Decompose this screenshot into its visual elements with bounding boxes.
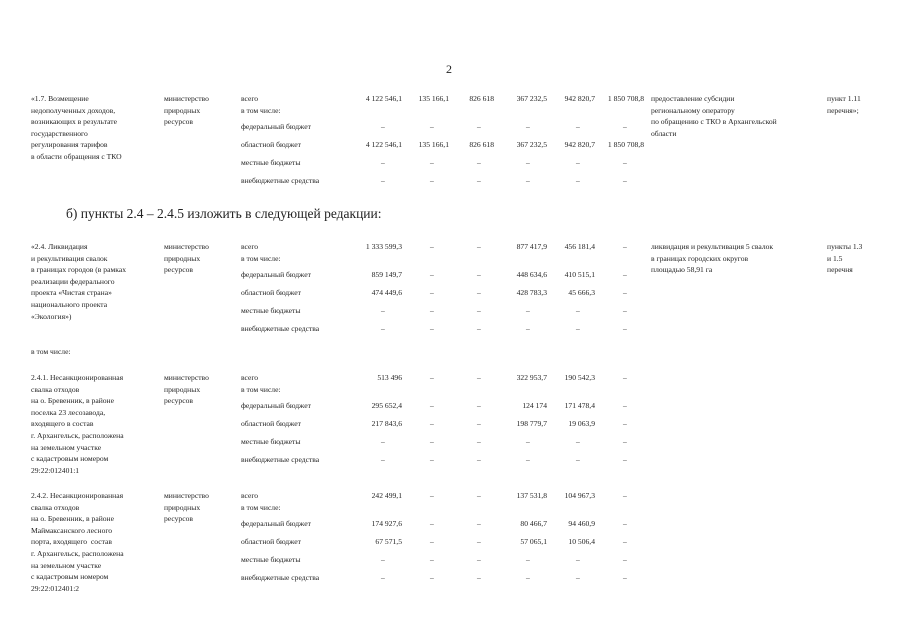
value-cell: –: [623, 519, 627, 528]
value-cell: –: [430, 555, 434, 564]
value-cell: 448 634,6: [516, 270, 547, 279]
value-cell: –: [576, 122, 580, 131]
value-cell: –: [477, 158, 481, 167]
item-name: «1.7. Возмещение недополученных доходов, возникающих в результате государственного регулирования тарифов в области обращения с ТКО: [31, 94, 122, 161]
budget-row-label: всего в том числе:: [241, 94, 281, 115]
value-cell: –: [477, 537, 481, 546]
value-cell: –: [576, 158, 580, 167]
value-cell: 410 515,1: [564, 270, 595, 279]
value-cell: –: [381, 437, 385, 446]
value-cell: –: [623, 373, 627, 382]
value-cell: 474 449,6: [371, 288, 402, 297]
value-cell: –: [430, 419, 434, 428]
value-cell: –: [477, 242, 481, 251]
budget-row-label: федеральный бюджет: [241, 401, 311, 410]
value-cell: 94 460,9: [568, 519, 595, 528]
value-cell: –: [623, 491, 627, 500]
value-cell: –: [623, 401, 627, 410]
value-cell: 942 820,7: [564, 140, 595, 149]
value-cell: –: [477, 491, 481, 500]
value-cell: –: [381, 122, 385, 131]
value-cell: –: [477, 373, 481, 382]
budget-row-label: местные бюджеты: [241, 555, 301, 564]
value-cell: –: [623, 437, 627, 446]
value-cell: 513 496: [377, 373, 402, 382]
value-cell: 942 820,7: [564, 94, 595, 103]
value-cell: –: [381, 176, 385, 185]
value-cell: 137 531,8: [516, 491, 547, 500]
budget-row-label: внебюджетные средства: [241, 573, 320, 582]
value-cell: 174 927,6: [371, 519, 402, 528]
value-cell: –: [576, 324, 580, 333]
value-cell: –: [526, 306, 530, 315]
value-cell: –: [623, 122, 627, 131]
value-cell: 135 166,1: [418, 94, 449, 103]
item-executor: министерство природных ресурсов: [164, 94, 209, 127]
value-cell: –: [623, 306, 627, 315]
value-cell: –: [477, 555, 481, 564]
value-cell: –: [430, 537, 434, 546]
value-cell: –: [430, 573, 434, 582]
item-name: 2.4.2. Несанкционированная свалка отходов на о. Бревенник, в районе Маймаксанского лесного порта, входящего состав г. Архангельск, расположена на земельном участке с кадастровым номером 29:22:012401:2: [31, 491, 124, 593]
value-cell: –: [477, 176, 481, 185]
item-link: пункт 1.11 перечня»;: [827, 94, 861, 115]
budget-row-label: всего в том числе:: [241, 242, 281, 263]
budget-row-label: областной бюджет: [241, 419, 301, 428]
value-cell: 4 122 546,1: [365, 94, 402, 103]
value-cell: –: [381, 555, 385, 564]
value-cell: –: [623, 455, 627, 464]
value-cell: –: [381, 573, 385, 582]
value-cell: –: [477, 419, 481, 428]
item-name: 2.4.1. Несанкционированная свалка отходов на о. Бревенник, в районе поселка 23 лесозавода, входящего в состав г. Архангельск, расположена на земельном участке с кадастровым номером 29:22:012401:1: [31, 373, 124, 475]
value-cell: –: [430, 519, 434, 528]
value-cell: –: [477, 519, 481, 528]
value-cell: –: [477, 401, 481, 410]
value-cell: –: [477, 122, 481, 131]
value-cell: 217 843,6: [371, 419, 402, 428]
item-executor: министерство природных ресурсов: [164, 373, 209, 406]
value-cell: 826 618: [469, 140, 494, 149]
value-cell: 826 618: [469, 94, 494, 103]
value-cell: –: [477, 324, 481, 333]
value-cell: –: [623, 537, 627, 546]
value-cell: –: [623, 419, 627, 428]
value-cell: –: [623, 573, 627, 582]
value-cell: 57 065,1: [520, 537, 547, 546]
value-cell: –: [430, 401, 434, 410]
budget-row-label: внебюджетные средства: [241, 176, 320, 185]
subitems-intro: в том числе:: [31, 347, 71, 356]
value-cell: 295 652,4: [371, 401, 402, 410]
value-cell: –: [477, 306, 481, 315]
value-cell: –: [576, 573, 580, 582]
value-cell: –: [381, 455, 385, 464]
budget-row-label: всего в том числе:: [241, 491, 281, 512]
item-executor: министерство природных ресурсов: [164, 242, 209, 275]
value-cell: –: [623, 176, 627, 185]
value-cell: –: [477, 270, 481, 279]
value-cell: –: [526, 176, 530, 185]
item-link: пункты 1.3 и 1.5 перечня: [827, 242, 863, 275]
value-cell: 135 166,1: [418, 140, 449, 149]
value-cell: 124 174: [522, 401, 547, 410]
budget-row-label: областной бюджет: [241, 140, 301, 149]
value-cell: –: [526, 158, 530, 167]
value-cell: –: [477, 573, 481, 582]
value-cell: –: [623, 324, 627, 333]
value-cell: –: [381, 306, 385, 315]
budget-row-label: федеральный бюджет: [241, 270, 311, 279]
value-cell: –: [623, 555, 627, 564]
budget-row-label: федеральный бюджет: [241, 519, 311, 528]
value-cell: –: [623, 288, 627, 297]
value-cell: 877 417,9: [516, 242, 547, 251]
value-cell: 1 850 708,8: [607, 140, 644, 149]
value-cell: –: [477, 437, 481, 446]
value-cell: –: [430, 158, 434, 167]
value-cell: –: [430, 306, 434, 315]
item-result: предоставление субсидии региональному оператору по обращению с ТКО в Архангельской области: [651, 94, 777, 138]
value-cell: –: [576, 455, 580, 464]
value-cell: –: [576, 176, 580, 185]
value-cell: 104 967,3: [564, 491, 595, 500]
value-cell: –: [526, 437, 530, 446]
value-cell: –: [430, 324, 434, 333]
value-cell: –: [430, 270, 434, 279]
value-cell: –: [430, 242, 434, 251]
budget-row-label: внебюджетные средства: [241, 324, 320, 333]
budget-row-label: федеральный бюджет: [241, 122, 311, 131]
value-cell: 367 232,5: [516, 140, 547, 149]
value-cell: –: [623, 242, 627, 251]
value-cell: –: [576, 555, 580, 564]
value-cell: –: [381, 324, 385, 333]
value-cell: –: [623, 158, 627, 167]
value-cell: –: [430, 455, 434, 464]
budget-row-label: областной бюджет: [241, 537, 301, 546]
value-cell: 367 232,5: [516, 94, 547, 103]
value-cell: 190 542,3: [564, 373, 595, 382]
value-cell: –: [430, 122, 434, 131]
value-cell: –: [623, 270, 627, 279]
value-cell: –: [381, 158, 385, 167]
budget-row-label: местные бюджеты: [241, 158, 301, 167]
value-cell: –: [526, 122, 530, 131]
value-cell: –: [477, 288, 481, 297]
value-cell: 19 063,9: [568, 419, 595, 428]
value-cell: –: [576, 306, 580, 315]
value-cell: 4 122 546,1: [365, 140, 402, 149]
value-cell: 10 506,4: [568, 537, 595, 546]
budget-row-label: местные бюджеты: [241, 306, 301, 315]
page-number: 2: [446, 62, 452, 76]
value-cell: –: [430, 373, 434, 382]
value-cell: –: [430, 288, 434, 297]
value-cell: –: [576, 437, 580, 446]
value-cell: 198 779,7: [516, 419, 547, 428]
value-cell: –: [430, 437, 434, 446]
item-name: «2.4. Ликвидация и рекультивация свалок в границах городов (в рамках реализации федерального проекта «Чистая страна» национального проекта «Экология»): [31, 242, 126, 321]
value-cell: 428 783,3: [516, 288, 547, 297]
value-cell: 322 953,7: [516, 373, 547, 382]
budget-row-label: областной бюджет: [241, 288, 301, 297]
value-cell: 80 466,7: [520, 519, 547, 528]
value-cell: 1 333 599,3: [365, 242, 402, 251]
item-executor: министерство природных ресурсов: [164, 491, 209, 524]
value-cell: 456 181,4: [564, 242, 595, 251]
value-cell: 45 666,3: [568, 288, 595, 297]
value-cell: –: [526, 555, 530, 564]
value-cell: 242 499,1: [371, 491, 402, 500]
value-cell: 1 850 708,8: [607, 94, 644, 103]
item-result: ликвидация и рекультивация 5 свалок в границах городских округов площадью 58,91 га: [651, 242, 774, 275]
value-cell: 171 478,4: [564, 401, 595, 410]
budget-row-label: местные бюджеты: [241, 437, 301, 446]
budget-row-label: внебюджетные средства: [241, 455, 320, 464]
value-cell: 859 149,7: [371, 270, 402, 279]
budget-row-label: всего в том числе:: [241, 373, 281, 394]
value-cell: –: [526, 455, 530, 464]
value-cell: 67 571,5: [375, 537, 402, 546]
value-cell: –: [477, 455, 481, 464]
value-cell: –: [430, 176, 434, 185]
value-cell: –: [430, 491, 434, 500]
value-cell: –: [526, 573, 530, 582]
value-cell: –: [526, 324, 530, 333]
section-heading: б) пункты 2.4 – 2.4.5 изложить в следующей редакции:: [66, 206, 382, 221]
